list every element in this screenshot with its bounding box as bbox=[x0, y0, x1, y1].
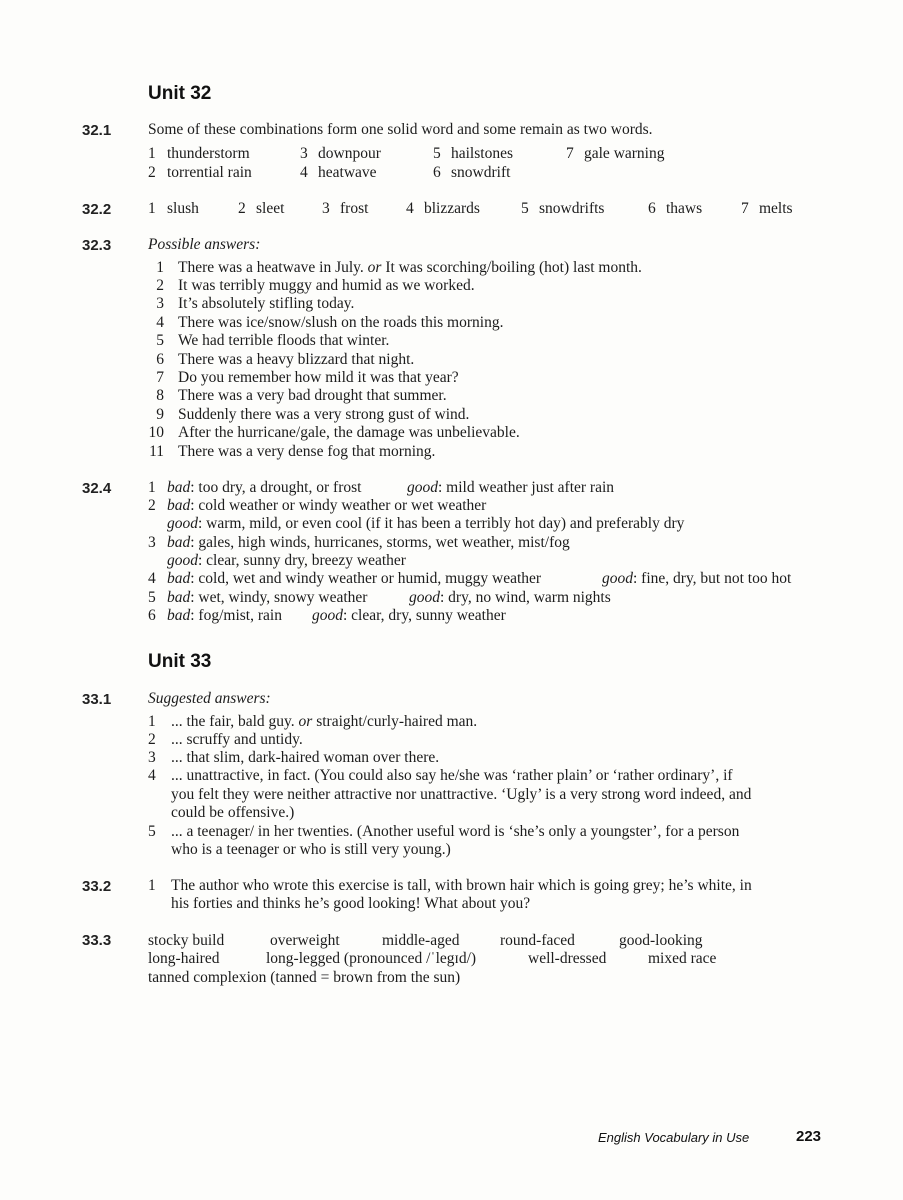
answer-number: 6 bbox=[148, 607, 156, 624]
answer-number: 5 bbox=[433, 145, 441, 162]
answer-good: good: mild weather just after rain bbox=[407, 479, 615, 496]
answer-number: 6 bbox=[648, 200, 656, 217]
answer-number: 7 bbox=[566, 145, 574, 162]
answer-number: 8 bbox=[156, 387, 164, 404]
answer-number: 7 bbox=[741, 200, 749, 217]
answer-number: 4 bbox=[406, 200, 414, 217]
answer-number: 6 bbox=[156, 351, 164, 368]
answer-text: torrential rain bbox=[167, 164, 252, 181]
answer-number: 6 bbox=[433, 164, 441, 181]
answer-text: gale warning bbox=[584, 145, 665, 162]
answer-number: 9 bbox=[156, 406, 164, 423]
answer-good: good: warm, mild, or even cool (if it has been a terribly hot day) and preferably dry bbox=[167, 515, 685, 532]
answer-text: ... unattractive, in fact. (You could also say he/she was ‘rather plain’ or ‘rather ordinary’, if bbox=[171, 767, 733, 784]
answer-number: 3 bbox=[148, 534, 156, 551]
section-heading: Suggested answers: bbox=[148, 690, 271, 707]
answer-text: frost bbox=[340, 200, 369, 217]
exercise-number-32-3: 32.3 bbox=[82, 237, 112, 254]
answer-text: We had terrible floods that winter. bbox=[178, 332, 390, 349]
answer-bad: bad: wet, windy, snowy weather bbox=[167, 589, 368, 606]
answer-text: heatwave bbox=[318, 164, 377, 181]
answer-number: 10 bbox=[148, 424, 164, 441]
answer-text: long-legged (pronounced /ˈlegɪd/) bbox=[266, 950, 477, 967]
answer-number: 2 bbox=[148, 497, 156, 514]
answer-number: 1 bbox=[148, 479, 156, 496]
answer-text: It was terribly muggy and humid as we worked. bbox=[178, 277, 475, 294]
answer-text: There was a very bad drought that summer. bbox=[178, 387, 447, 404]
answer-number: 1 bbox=[148, 200, 156, 217]
answer-text: overweight bbox=[270, 932, 340, 949]
answer-text: blizzards bbox=[424, 200, 480, 217]
answer-bad: bad: fog/mist, rain bbox=[167, 607, 282, 624]
answer-text: long-haired bbox=[148, 950, 220, 967]
answer-bad: bad: cold weather or windy weather or wet weather bbox=[167, 497, 487, 514]
answer-good: good: clear, dry, sunny weather bbox=[312, 607, 506, 624]
answer-number: 2 bbox=[238, 200, 246, 217]
answer-text: his forties and thinks he’s good looking! What about you? bbox=[171, 895, 531, 912]
answer-good: good: clear, sunny dry, breezy weather bbox=[167, 552, 406, 569]
answer-text: There was ice/snow/slush on the roads this morning. bbox=[178, 314, 504, 331]
answer-number: 2 bbox=[156, 277, 164, 294]
answer-text: good-looking bbox=[619, 932, 703, 949]
answer-text: There was a very dense fog that morning. bbox=[178, 443, 436, 460]
exercise-32-1-intro: Some of these combinations form one solid word and some remain as two words. bbox=[148, 121, 653, 138]
answer-bad: bad: gales, high winds, hurricanes, storms, wet weather, mist/fog bbox=[167, 534, 570, 551]
answer-text: round-faced bbox=[500, 932, 575, 949]
answer-bad: bad: cold, wet and windy weather or humid, muggy weather bbox=[167, 570, 542, 587]
answer-text: middle-aged bbox=[382, 932, 460, 949]
answer-number: 5 bbox=[521, 200, 529, 217]
exercise-number-33-2: 33.2 bbox=[82, 878, 112, 895]
page-number: 223 bbox=[796, 1128, 822, 1145]
answer-text: downpour bbox=[318, 145, 381, 162]
answer-text: who is a teenager or who is still very young.) bbox=[171, 841, 451, 858]
answer-number: 3 bbox=[156, 295, 164, 312]
answer-text: ... scruffy and untidy. bbox=[171, 731, 303, 748]
answer-text: snowdrifts bbox=[539, 200, 605, 217]
answer-number: 3 bbox=[322, 200, 330, 217]
answer-text: slush bbox=[167, 200, 199, 217]
answer-number: 1 bbox=[156, 259, 164, 276]
exercise-number-32-1: 32.1 bbox=[82, 122, 112, 139]
answer-number: 4 bbox=[300, 164, 308, 181]
answer-text: Suddenly there was a very strong gust of wind. bbox=[178, 406, 470, 423]
section-heading: Possible answers: bbox=[148, 236, 261, 253]
answer-text: stocky build bbox=[148, 932, 225, 949]
answer-text: There was a heavy blizzard that night. bbox=[178, 351, 415, 368]
answer-text: well-dressed bbox=[528, 950, 607, 967]
exercise-number-33-1: 33.1 bbox=[82, 691, 112, 708]
answer-bad: bad: too dry, a drought, or frost bbox=[167, 479, 362, 496]
answer-number: 5 bbox=[148, 589, 156, 606]
unit-32-title: Unit 32 bbox=[148, 83, 212, 104]
answer-text: ... a teenager/ in her twenties. (Another useful word is ‘she’s only a youngster’, for a person bbox=[171, 823, 740, 840]
exercise-number-32-4: 32.4 bbox=[82, 480, 112, 497]
answer-number: 3 bbox=[148, 749, 156, 766]
answer-text: you felt they were neither attractive nor unattractive. ‘Ugly’ is a very strong word indeed, and bbox=[171, 786, 752, 803]
answer-text: thaws bbox=[666, 200, 703, 217]
exercise-number-32-2: 32.2 bbox=[82, 201, 112, 218]
answer-text: ... the fair, bald guy. or straight/curly-haired man. bbox=[171, 713, 478, 730]
answer-number: 7 bbox=[156, 369, 164, 386]
answer-number: 1 bbox=[148, 145, 156, 162]
answer-text: sleet bbox=[256, 200, 285, 217]
answer-number: 4 bbox=[156, 314, 164, 331]
book-title: English Vocabulary in Use bbox=[598, 1130, 750, 1145]
answer-text: There was a heatwave in July. or It was scorching/boiling (hot) last month. bbox=[178, 259, 642, 276]
answer-number: 5 bbox=[156, 332, 164, 349]
answer-number: 4 bbox=[148, 767, 156, 784]
answer-number: 2 bbox=[148, 731, 156, 748]
answer-number: 5 bbox=[148, 823, 156, 840]
answer-text: melts bbox=[759, 200, 793, 217]
answer-number: 11 bbox=[149, 443, 164, 460]
answer-text: After the hurricane/gale, the damage was unbelievable. bbox=[178, 424, 520, 441]
answer-number: 2 bbox=[148, 164, 156, 181]
answer-number: 3 bbox=[300, 145, 308, 162]
answer-text: Do you remember how mild it was that year? bbox=[178, 369, 459, 386]
exercise-number-33-3: 33.3 bbox=[82, 932, 112, 949]
answer-text: thunderstorm bbox=[167, 145, 250, 162]
answer-text: tanned complexion (tanned = brown from the sun) bbox=[148, 969, 461, 986]
unit-33-title: Unit 33 bbox=[148, 651, 212, 672]
answer-text: mixed race bbox=[648, 950, 717, 967]
answer-text: hailstones bbox=[451, 145, 513, 162]
answer-number: 4 bbox=[148, 570, 156, 587]
answer-number: 1 bbox=[148, 877, 156, 894]
answer-text: could be offensive.) bbox=[171, 804, 295, 821]
answer-text: ... that slim, dark-haired woman over there. bbox=[171, 749, 440, 766]
answer-text: snowdrift bbox=[451, 164, 511, 181]
answer-good: good: dry, no wind, warm nights bbox=[409, 589, 611, 606]
answer-good: good: fine, dry, but not too hot bbox=[602, 570, 792, 587]
answer-number: 1 bbox=[148, 713, 156, 730]
answer-text: It’s absolutely stifling today. bbox=[178, 295, 355, 312]
answer-text: The author who wrote this exercise is tall, with brown hair which is going grey; he’s white, in bbox=[171, 877, 752, 894]
